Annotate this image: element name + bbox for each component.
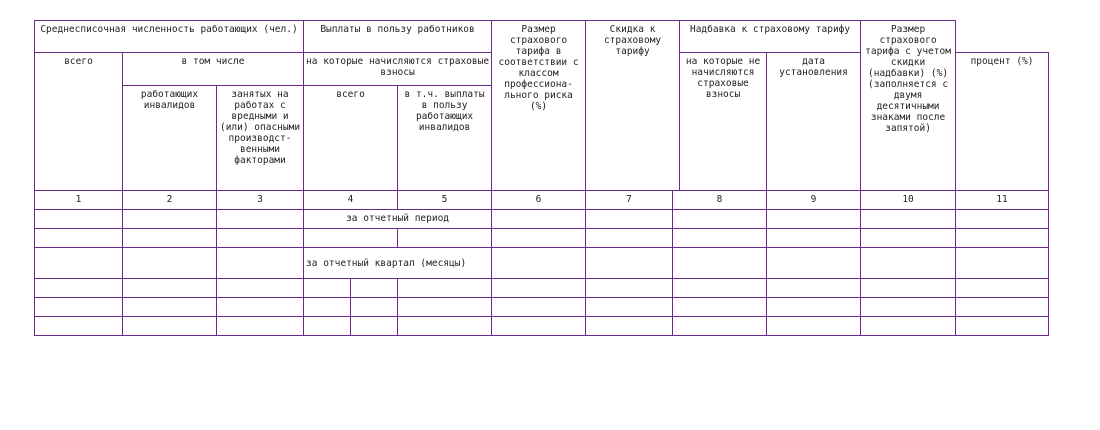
table-cell[interactable]	[673, 248, 767, 279]
table-row	[35, 298, 1049, 317]
table-cell[interactable]	[767, 248, 861, 279]
table-cell[interactable]	[492, 317, 586, 336]
table-cell[interactable]	[492, 229, 586, 248]
table-cell[interactable]	[956, 248, 1049, 279]
table-cell[interactable]	[861, 210, 956, 229]
col-number: 5	[398, 191, 492, 210]
table-cell[interactable]	[304, 298, 351, 317]
header-disabled-workers: работающих инвалидов	[123, 86, 217, 191]
table-cell[interactable]	[586, 317, 673, 336]
form-container	[34, 20, 1049, 336]
table-cell[interactable]	[861, 229, 956, 248]
table-cell[interactable]	[861, 317, 956, 336]
table-row-reporting-quarter	[35, 248, 1049, 279]
table-cell[interactable]	[861, 279, 956, 298]
table-cell[interactable]	[217, 248, 304, 279]
table-cell[interactable]	[217, 229, 304, 248]
header-tariff-with-discount: Размер страхового тарифа с учетом скидки (надбавки) (%) (заполняется с двумя десятичными знаками после запятой)	[861, 21, 956, 191]
table-cell[interactable]	[398, 229, 492, 248]
table-cell[interactable]	[767, 210, 861, 229]
table-cell[interactable]	[492, 248, 586, 279]
table-cell[interactable]	[35, 317, 123, 336]
header-percent: процент (%)	[956, 53, 1049, 191]
table-cell[interactable]	[956, 279, 1049, 298]
table-cell[interactable]	[673, 229, 767, 248]
col-number: 2	[123, 191, 217, 210]
header-payments: Выплаты в пользу работников	[304, 21, 492, 53]
header-row-1	[35, 21, 1049, 53]
table-cell[interactable]	[767, 279, 861, 298]
header-without-contributions: на которые не начисляются страховые взносы	[680, 53, 767, 191]
col-number: 4	[304, 191, 398, 210]
header-tariff-size: Размер страхового тарифа в соответствии с классом профессиона-льного риска (%)	[492, 21, 586, 191]
table-cell[interactable]	[398, 317, 492, 336]
table-cell[interactable]	[123, 248, 217, 279]
table-cell[interactable]	[861, 298, 956, 317]
table-cell[interactable]	[586, 279, 673, 298]
table-cell[interactable]	[217, 279, 304, 298]
table-cell[interactable]	[304, 229, 398, 248]
table-cell[interactable]	[123, 279, 217, 298]
col-number: 7	[586, 191, 673, 210]
col-number: 3	[217, 191, 304, 210]
table-cell[interactable]	[35, 279, 123, 298]
table-cell[interactable]	[35, 210, 123, 229]
col-number: 10	[861, 191, 956, 210]
table-cell[interactable]	[586, 298, 673, 317]
header-with-contributions: на которые начисляются страховые взносы	[304, 53, 492, 86]
table-cell[interactable]	[767, 229, 861, 248]
table-cell[interactable]	[767, 317, 861, 336]
insurance-report-table	[34, 20, 1049, 336]
table-cell[interactable]	[673, 298, 767, 317]
table-cell[interactable]	[217, 210, 304, 229]
table-cell[interactable]	[673, 210, 767, 229]
table-cell[interactable]	[398, 298, 492, 317]
table-cell[interactable]	[673, 317, 767, 336]
table-cell[interactable]	[956, 210, 1049, 229]
table-cell[interactable]	[123, 317, 217, 336]
col-number: 8	[673, 191, 767, 210]
column-number-row	[35, 191, 1049, 210]
table-cell[interactable]	[217, 298, 304, 317]
header-pay-total: всего	[304, 86, 398, 191]
table-row	[35, 279, 1049, 298]
table-row	[35, 229, 1049, 248]
reporting-quarter-label: за отчетный квартал (месяцы)	[304, 248, 492, 279]
header-avg-headcount: Среднесписочная численность работающих (чел.)	[35, 21, 304, 53]
table-cell[interactable]	[956, 229, 1049, 248]
col-number: 9	[767, 191, 861, 210]
table-cell[interactable]	[673, 279, 767, 298]
header-surcharge: Надбавка к страховому тарифу	[680, 21, 861, 53]
table-cell[interactable]	[351, 298, 398, 317]
table-cell[interactable]	[123, 229, 217, 248]
table-cell[interactable]	[956, 317, 1049, 336]
table-cell[interactable]	[217, 317, 304, 336]
header-hazardous: занятых на работах с вредными и (или) опасными производст-венными факторами	[217, 86, 304, 191]
header-discount: Скидка к страховому тарифу	[586, 21, 680, 191]
reporting-period-label: за отчетный период	[304, 210, 492, 229]
header-including: в том числе	[123, 53, 304, 86]
table-cell[interactable]	[351, 317, 398, 336]
table-cell[interactable]	[304, 279, 351, 298]
table-cell[interactable]	[586, 210, 673, 229]
table-cell[interactable]	[35, 248, 123, 279]
table-row	[35, 317, 1049, 336]
table-cell[interactable]	[123, 298, 217, 317]
table-cell[interactable]	[398, 279, 492, 298]
header-total: всего	[35, 53, 123, 191]
table-cell[interactable]	[586, 248, 673, 279]
header-date-set: дата установления	[767, 53, 861, 191]
table-cell[interactable]	[351, 279, 398, 298]
table-cell[interactable]	[492, 298, 586, 317]
header-pay-disabled: в т.ч. выплаты в пользу работающих инвалидов	[398, 86, 492, 191]
table-cell[interactable]	[123, 210, 217, 229]
table-cell[interactable]	[586, 229, 673, 248]
col-number: 1	[35, 191, 123, 210]
table-cell[interactable]	[956, 298, 1049, 317]
table-cell[interactable]	[861, 248, 956, 279]
table-cell[interactable]	[35, 229, 123, 248]
table-row-reporting-period	[35, 210, 1049, 229]
table-cell[interactable]	[492, 279, 586, 298]
col-number: 11	[956, 191, 1049, 210]
table-cell[interactable]	[304, 317, 351, 336]
col-number: 6	[492, 191, 586, 210]
table-cell[interactable]	[767, 298, 861, 317]
table-cell[interactable]	[35, 298, 123, 317]
table-cell[interactable]	[492, 210, 586, 229]
